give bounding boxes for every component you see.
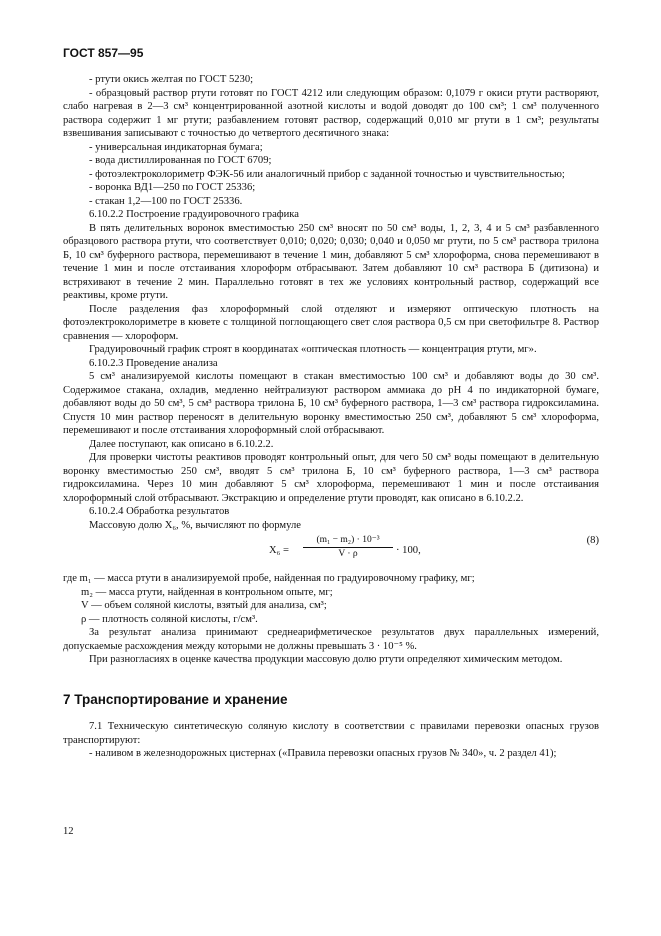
paragraph: - универсальная индикаторная бумага; [89, 141, 263, 153]
legend-line: m₂ — масса ртути, найденная в контрольном опыте, мг; [81, 586, 333, 598]
formula-tail: · 100, [396, 545, 421, 556]
formula-fraction [303, 534, 393, 561]
paragraph: - вода дистиллированная по ГОСТ 6709; [89, 155, 272, 166]
paragraph: 6.10.2.3 Проведение анализа [89, 357, 218, 369]
section-title: 7 Транспортирование и хранение [63, 691, 288, 707]
paragraph: Для проверки чистоты реактивов проводят контрольный опыт, для чего 50 см³ воды помещают в делительную воронку вместимостью 250 см³, вводят 5 см³ трилона Б, 10 см³ буферного раствора, 1—3 см³ раствора гидроксиламина. Через 10 мин добавляют 5 см³ хлороформа, перемешивают 1 мин и после отстаивания хлороформный слой отбрасывают. Экстракцию и определение ртути проводят, как описано в 6.10.2.2. [63, 452, 599, 504]
paragraph: Далее поступают, как описано в 6.10.2.2. [89, 438, 274, 450]
formula-denominator: V · ρ [338, 549, 358, 559]
paragraph: В пять делительных воронок вместимостью 250 см³ вносят по 50 см³ воды, 1, 2, 3, 4 и 5 см³ разбавленного образцового раствора ртути, что соответствует 0,010; 0,020; 0,030; 0,040 и 0,050 мг ртути, по 5 см³ раствора трилона Б, 10 см³ буферного раствора, перемешивают в течение 1 мин, добавляют 5 см³ хлороформа, снова перемешивают в течение 1 мин и после отстаивания хлороформ отбрасывают. Затем добавляют 10 см³ раствора Б (дитизона) и встряхивают в течение 2 мин. Параллельно готовят в тех же условиях контрольный раствор, содержащий все реактивы, кроме ртути. [63, 222, 599, 301]
paragraph: - образцовый раствор ртути готовят по ГОСТ 4212 или следующим образом: 0,1079 г окиси ртути растворяют, слабо нагревая в 2—3 см³ концентрированной азотной кислоты и водой доводят до 100 см³; 1 см³ полученного раствора содержит 1 мг ртути; разбавлением готовят раствор, содержащий 0,010 мг ртути в 1 см³; результаты взвешивания записывают с точностью до четвертого десятичного знака: [63, 87, 599, 139]
paragraph: При разногласиях в оценке качества продукции массовую долю ртути определяют химическим методом. [89, 654, 563, 665]
legend-line: ρ — плотность соляной кислоты, г/см³. [81, 613, 258, 625]
formula-number: (8) [586, 535, 599, 546]
paragraph: За результат анализа принимают среднеарифметическое результатов двух параллельных измерений, допускаемые расхождения между которыми не должны превышать 3 · 10⁻⁵ %. [63, 627, 599, 652]
paragraph: После разделения фаз хлороформный слой отделяют и измеряют оптическую плотность на фотоэлектроколориметре в кювете с толщиной поглощающего свет слоя раствора 0,5 см при светофильтре 8. Раствор сравнения — хлороформ. [63, 303, 599, 342]
formula-lhs: X₆ = [269, 545, 289, 556]
paragraph: 7.1 Техническую синтетическую соляную кислоту в соответствии с правилами перевозки опасных грузов транспортируют: [63, 721, 599, 746]
legend-line: где m₁ — масса ртути в анализируемой пробе, найденная по градуировочному графику, мг; [63, 573, 475, 584]
paragraph: 6.10.2.4 Обработка результатов [89, 506, 230, 517]
text-block-main [63, 73, 599, 532]
paragraph: Массовую долю X₆, %, вычисляют по формуле [89, 519, 301, 531]
page-number: 12 [63, 826, 74, 837]
paragraph: - наливом в железнодорожных цистернах («Правила перевозки опасных грузов № 340», ч. 2 раздел 41); [89, 748, 557, 759]
formula-legend [63, 572, 599, 626]
paragraph: - фотоэлектроколориметр ФЭК-56 или аналогичный прибор с заданной точностью и чувствительностью; [89, 168, 565, 180]
paragraph: 5 см³ анализируемой кислоты помещают в стакан вместимостью 100 см³ и добавляют воды до 30 см³. Содержимое стакана, охладив, медленно нейтрализуют раствором аммиака до рН 4 по индикаторной бумаге, добавляют воды до 50 см³, 5 см³ раствора трилона Б, 10 см³ буферного раствора, 1—3 см³ раствора гидроксиламина. Спустя 10 мин раствор переносят в делительную воронку вместимостью 250 см³, добавляют 5 см³ хлороформа, перемешивают и после отстаивания хлороформный слой отбрасывают. [63, 371, 599, 436]
legend-line: V — объем соляной кислоты, взятый для анализа, см³; [81, 600, 327, 611]
paragraph: - ртути окись желтая по ГОСТ 5230; [89, 74, 254, 85]
document-header: ГОСТ 857—95 [63, 46, 144, 60]
paragraph: - воронка ВД1—250 по ГОСТ 25336; [89, 182, 256, 193]
formula-8 [63, 534, 599, 568]
paragraph: - стакан 1,2—100 по ГОСТ 25336. [89, 195, 243, 207]
formula-numerator: (m₁ − m₂) · 10⁻³ [303, 534, 393, 548]
text-block-section-7 [63, 720, 599, 761]
text-block-after [63, 626, 599, 667]
document-body [63, 73, 599, 761]
paragraph: Градуировочный график строят в координатах «оптическая плотность — концентрация ртути, мг». [89, 344, 537, 355]
paragraph: 6.10.2.2 Построение градуировочного графика [89, 209, 299, 220]
